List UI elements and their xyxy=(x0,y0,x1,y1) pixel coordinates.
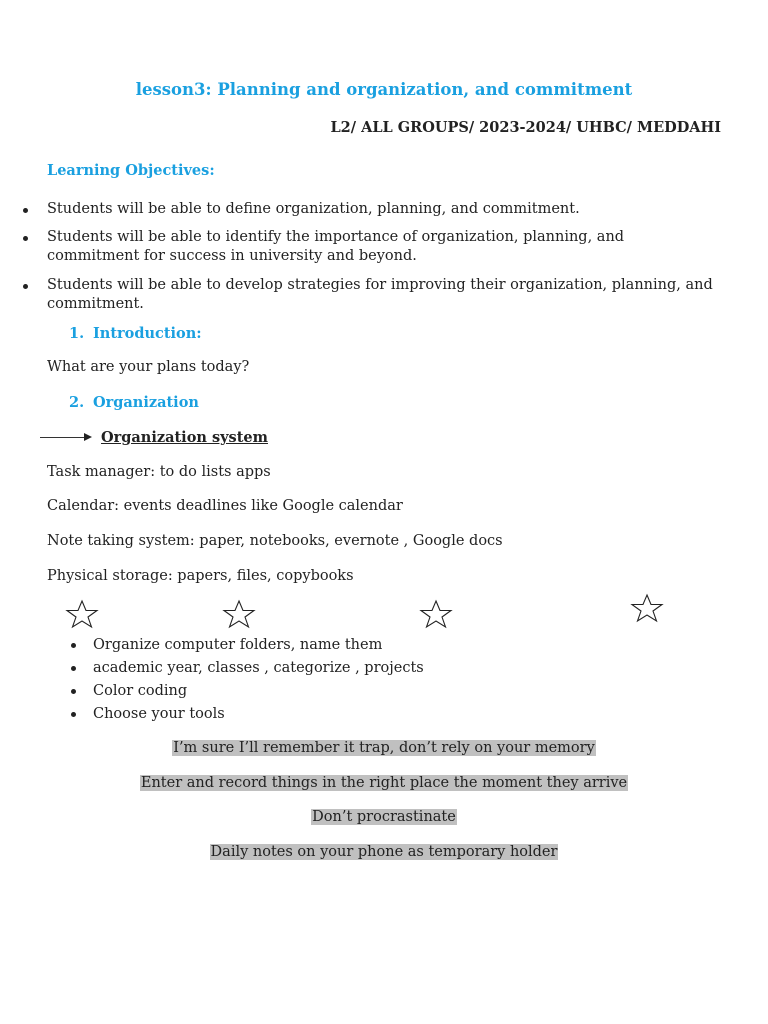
organization-system-label: Organization system xyxy=(101,429,268,446)
bullet-dot xyxy=(71,712,76,717)
intro-question: What are your plans today? xyxy=(47,359,250,375)
objective-item: Students will be able to identify the importance of organization, planning, and commitment for success in university and beyond. xyxy=(47,229,625,264)
bullet-dot xyxy=(23,208,28,213)
course-info: L2/ ALL GROUPS/ 2023-2024/ UHBC/ MEDDAHI xyxy=(330,119,721,136)
bullet-dot xyxy=(71,666,76,671)
system-item: Note taking system: paper, notebooks, evernote , Google docs xyxy=(47,533,503,549)
arrow-line xyxy=(40,437,88,438)
bullet-dot xyxy=(71,689,76,694)
highlighted-text: Daily notes on your phone as temporary holder xyxy=(210,844,558,860)
bullet-item: Color coding xyxy=(93,683,188,699)
system-item: Physical storage: papers, files, copybooks xyxy=(47,568,354,584)
objective-item: Students will be able to develop strategies for improving their organization, planning, and commitment. xyxy=(47,277,713,312)
section-heading-organization: Organization xyxy=(93,394,199,411)
bullet-dot xyxy=(71,643,76,648)
highlight-line xyxy=(0,774,768,793)
highlighted-text: Enter and record things in the right place the moment they arrive xyxy=(140,775,628,791)
objective-item: Students will be able to define organization, planning, and commitment. xyxy=(47,201,580,217)
objectives-heading: Learning Objectives: xyxy=(47,162,215,179)
star-outline-icon xyxy=(418,599,454,629)
star-outline-icon xyxy=(64,599,100,629)
system-item: Calendar: events deadlines like Google calendar xyxy=(47,498,403,514)
star-outline-icon xyxy=(629,593,665,623)
star-outline-icon xyxy=(221,599,257,629)
system-item: Task manager: to do lists apps xyxy=(47,464,271,480)
section-number: 2. xyxy=(69,394,85,411)
page-title: lesson3: Planning and organization, and commitment xyxy=(135,80,633,99)
section-number: 1. xyxy=(69,325,85,342)
bullet-item: Organize computer folders, name them xyxy=(93,637,383,653)
arrow-right-icon xyxy=(84,433,92,441)
highlight-line xyxy=(0,739,768,758)
highlighted-text: Don’t procrastinate xyxy=(312,809,456,825)
bullet-dot xyxy=(23,236,28,241)
section-heading-introduction: Introduction: xyxy=(93,325,202,342)
highlight-line xyxy=(0,808,768,827)
highlighted-text: I’m sure I’ll remember it trap, don’t rely on your memory xyxy=(173,740,595,756)
bullet-item: Choose your tools xyxy=(93,706,225,722)
highlight-line xyxy=(0,843,768,862)
bullet-dot xyxy=(23,284,28,289)
bullet-item: academic year, classes , categorize , projects xyxy=(93,660,424,676)
